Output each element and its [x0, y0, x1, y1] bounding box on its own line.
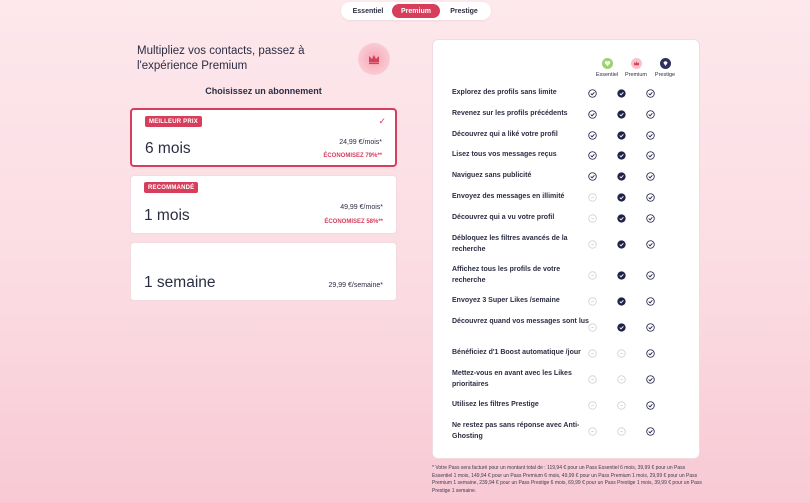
- premium-badge: [358, 43, 390, 75]
- check-circle-icon: [646, 151, 655, 160]
- check-circle-icon: [646, 89, 655, 98]
- unavailable-icon: [617, 349, 626, 358]
- check-circle-icon: [646, 214, 655, 223]
- billing-footnote: * Votre Pass sera facturé pour un montant total de : 119,94 € pour un Pass Essentiel 6 mois, 39,99 € pour un Pass Essentiel 1 mois, 149,94 € pour un Pass Premium 6 mois, 49,99 € pour un Pass Premium 1 mois, 29,99 € pour un Pass Premium 1 semaine, 239,94 € pour un Pass Prestige 6 mois, 69,99 € pour un Pass Prestige 1 mois, 39,99 € pour un Pass Prestige 1 semaine.: [432, 465, 702, 494]
- feature-label: Bénéficiez d'1 Boost automatique /jour: [452, 349, 581, 356]
- selected-check-icon: ✓: [378, 116, 386, 126]
- check-filled-icon: [617, 172, 626, 181]
- feature-comparison-card: [432, 39, 700, 459]
- check-filled-icon: [617, 151, 626, 160]
- check-filled-icon: [617, 214, 626, 223]
- check-circle-icon: [646, 401, 655, 410]
- column-header-premium: Premium: [620, 58, 652, 78]
- plan-badge: RECOMMANDÉ: [144, 182, 198, 193]
- plan-badge: MEILLEUR PRIX: [145, 116, 202, 127]
- crown-icon: [631, 58, 642, 69]
- check-filled-icon: [617, 131, 626, 140]
- page-headline: Multipliez vos contacts, passez à l'expérience Premium: [137, 45, 305, 72]
- check-circle-icon: [646, 323, 655, 332]
- check-circle-icon: [646, 131, 655, 140]
- feature-label: Découvrez qui a liké votre profil: [452, 131, 558, 138]
- check-circle-icon: [588, 89, 597, 98]
- feature-label: Ne restez pas sans réponse avec Anti-Ghosting: [452, 422, 580, 440]
- unavailable-icon: [588, 375, 597, 384]
- check-filled-icon: [617, 271, 626, 280]
- unavailable-icon: [617, 375, 626, 384]
- feature-label: Affichez tous les profils de votre recherche: [452, 266, 561, 284]
- unavailable-icon: [617, 427, 626, 436]
- unavailable-icon: [588, 401, 597, 410]
- tab-prestige[interactable]: Prestige: [450, 7, 478, 15]
- check-circle-icon: [646, 427, 655, 436]
- check-circle-icon: [646, 172, 655, 181]
- feature-label: Naviguez sans publicité: [452, 172, 532, 179]
- check-circle-icon: [588, 172, 597, 181]
- check-circle-icon: [646, 240, 655, 249]
- feature-label: Débloquez les filtres avancés de la recherche: [452, 235, 568, 253]
- plan-price: 29,99 €/semaine*: [328, 282, 383, 289]
- diamond-icon: [660, 58, 671, 69]
- check-circle-icon: [646, 349, 655, 358]
- plan-duration: 6 mois: [145, 140, 191, 157]
- check-filled-icon: [617, 110, 626, 119]
- feature-label: Envoyez des messages en illimité: [452, 193, 565, 200]
- tab-premium[interactable]: Premium: [392, 4, 440, 18]
- check-circle-icon: [646, 193, 655, 202]
- plan-price: 24,99 €/mois*: [339, 139, 382, 146]
- plan-price: 49,99 €/mois*: [340, 204, 383, 211]
- unavailable-icon: [588, 323, 597, 332]
- check-circle-icon: [588, 131, 597, 140]
- feature-label: Utilisez les filtres Prestige: [452, 401, 539, 408]
- tab-essentiel[interactable]: Essentiel: [352, 7, 384, 15]
- check-circle-icon: [646, 297, 655, 306]
- feature-label: Découvrez quand vos messages sont lus: [452, 318, 589, 325]
- check-circle-icon: [646, 110, 655, 119]
- check-filled-icon: [617, 193, 626, 202]
- check-circle-icon: [646, 375, 655, 384]
- unavailable-icon: [588, 427, 597, 436]
- feature-label: Mettez-vous en avant avec les Likes prioritaires: [452, 370, 572, 388]
- feature-label: Découvrez qui a vu votre profil: [452, 214, 555, 221]
- unavailable-icon: [588, 214, 597, 223]
- unavailable-icon: [588, 193, 597, 202]
- check-circle-icon: [588, 110, 597, 119]
- plan-duration: 1 mois: [144, 207, 190, 224]
- feature-label: Explorez des profils sans limite: [452, 89, 557, 96]
- plan-savings: ÉCONOMISEZ 58%**: [324, 219, 383, 225]
- check-filled-icon: [617, 323, 626, 332]
- unavailable-icon: [617, 401, 626, 410]
- feature-label: Envoyez 3 Super Likes /semaine: [452, 297, 560, 304]
- column-header-prestige: Prestige: [649, 58, 681, 78]
- unavailable-icon: [588, 240, 597, 249]
- plan-savings: ÉCONOMISEZ 79%**: [323, 153, 382, 159]
- feature-label: Lisez tous vos messages reçus: [452, 151, 557, 158]
- feature-label: Revenez sur les profils précédents: [452, 110, 568, 117]
- check-filled-icon: [617, 297, 626, 306]
- plan-card-1-month[interactable]: [130, 175, 397, 234]
- heart-icon: [602, 58, 613, 69]
- unavailable-icon: [588, 349, 597, 358]
- check-filled-icon: [617, 240, 626, 249]
- plan-card-1-week[interactable]: [130, 242, 397, 301]
- check-filled-icon: [617, 89, 626, 98]
- crown-icon: [367, 52, 381, 66]
- unavailable-icon: [588, 271, 597, 280]
- unavailable-icon: [588, 297, 597, 306]
- choose-subscription-label: Choisissez un abonnement: [205, 86, 322, 96]
- plan-duration: 1 semaine: [144, 274, 216, 291]
- check-circle-icon: [588, 151, 597, 160]
- column-header-essentiel: Essentiel: [591, 58, 623, 78]
- check-circle-icon: [646, 271, 655, 280]
- plan-tier-tabs: [341, 2, 491, 20]
- plan-card-6-months[interactable]: [130, 108, 397, 167]
